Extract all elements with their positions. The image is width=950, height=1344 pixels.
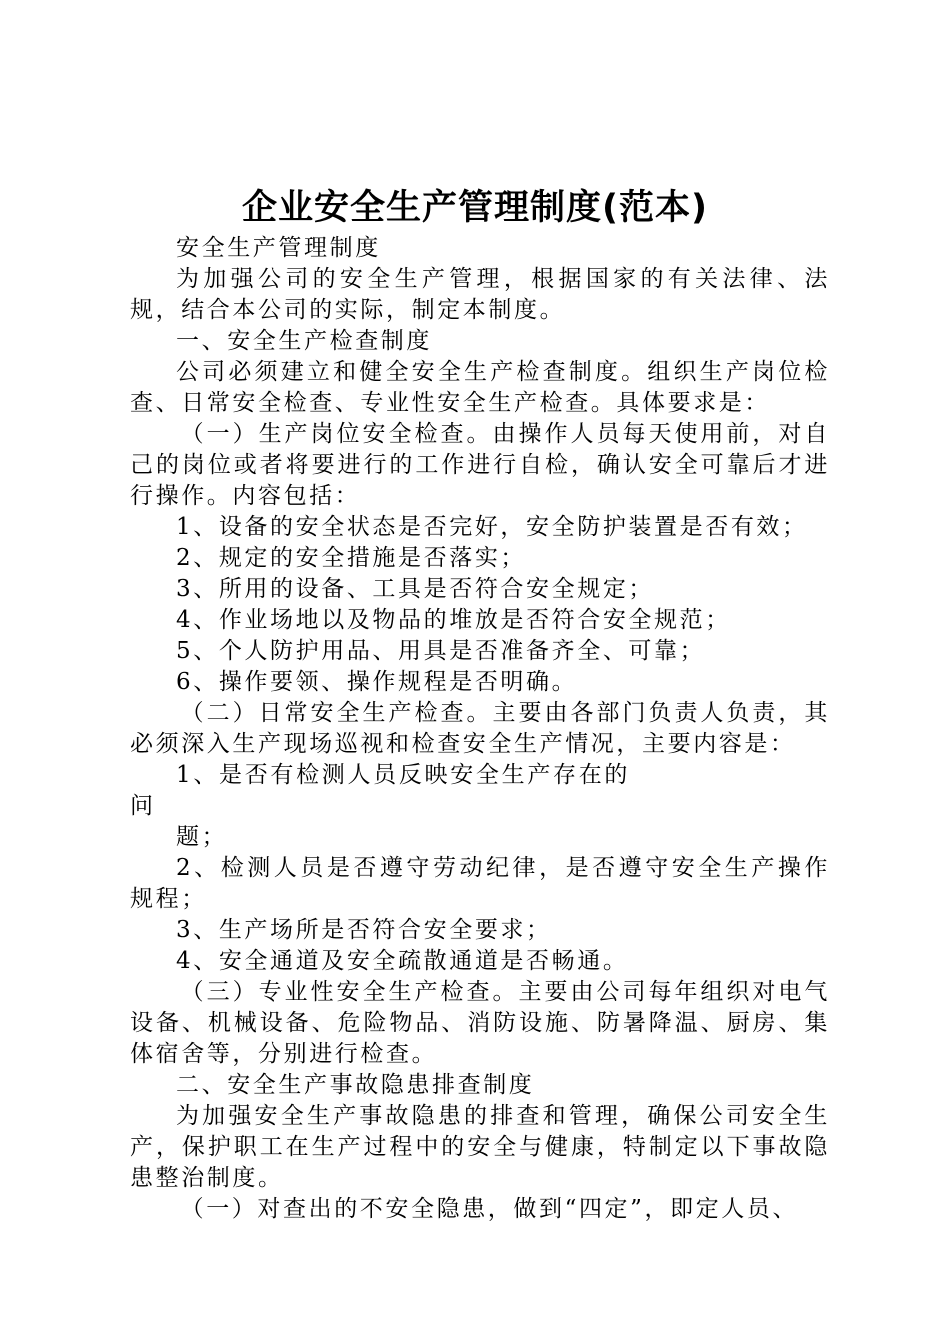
list-item: 4、安全通道及安全疏散通道是否畅通。 — [176, 948, 629, 974]
subsection-paragraph: （一）对查出的不安全隐患，做到“四定”，即定人员、 — [180, 1196, 799, 1222]
list-item: 3、所用的设备、工具是否符合安全规定； — [176, 576, 655, 602]
paragraph: 为加强安全生产事故隐患的排查和管理，确保公司安全生产，保护职工在生产过程中的安全与健康，特制定以下事故隐患整治制度。 — [130, 1103, 830, 1191]
list-item: 2、检测人员是否遵守劳动纪律，是否遵守安全生产操作规程； — [130, 855, 830, 912]
section-heading: 二、安全生产事故隐患排查制度 — [176, 1072, 535, 1098]
list-item: 1、是否有检测人员反映安全生产存在的问 — [130, 762, 630, 819]
paragraph: 为加强公司的安全生产管理，根据国家的有关法律、法规，结合本公司的实际，制定本制度。 — [130, 266, 830, 323]
list-item: 6、操作要领、操作规程是否明确。 — [176, 669, 578, 695]
paragraph: 安全生产管理制度 — [176, 235, 381, 261]
section-heading: 一、安全生产检查制度 — [176, 328, 432, 354]
list-item: 3、生产场所是否符合安全要求； — [176, 917, 552, 943]
subsection-paragraph: （一）生产岗位安全检查。由操作人员每天使用前，对自己的岗位或者将要进行的工作进行自检，确认安全可靠后才进行操作。内容包括： — [130, 421, 830, 509]
page-title: 企业安全生产管理制度(范本) — [242, 188, 708, 228]
list-item: 5、个人防护用品、用具是否准备齐全、可靠； — [176, 638, 706, 664]
subsection-paragraph: （二）日常安全生产检查。主要由各部门负责人负责，其必须深入生产现场巡视和检查安全生产情况，主要内容是： — [130, 700, 830, 757]
list-item-continuation: 题； — [176, 824, 228, 850]
paragraph: 公司必须建立和健全安全生产检查制度。组织生产岗位检查、日常安全检查、专业性安全生产检查。具体要求是： — [130, 359, 830, 416]
list-item: 2、规定的安全措施是否落实； — [176, 545, 527, 571]
subsection-paragraph: （三）专业性安全生产检查。主要由公司每年组织对电气设备、机械设备、危险物品、消防设施、防暑降温、厨房、集体宿舍等，分别进行检查。 — [130, 979, 830, 1067]
list-item: 4、作业场地以及物品的堆放是否符合安全规范； — [176, 607, 731, 633]
document-body — [130, 233, 830, 1225]
list-item: 1、设备的安全状态是否完好，安全防护装置是否有效； — [176, 514, 808, 540]
